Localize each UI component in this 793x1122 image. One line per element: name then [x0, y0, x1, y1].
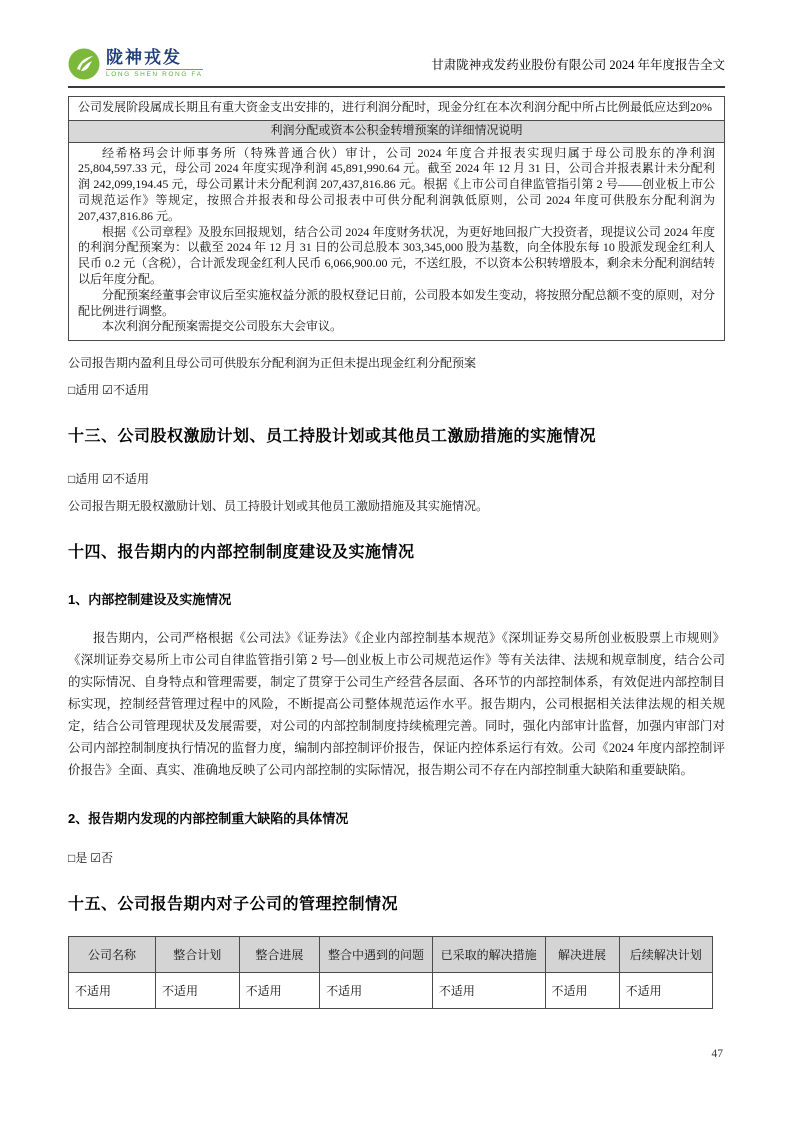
table-cell: 不适用 [155, 973, 239, 1009]
table-cell: 不适用 [619, 973, 712, 1009]
table-cell: 不适用 [69, 973, 156, 1009]
dividend-box-body [69, 143, 724, 341]
brand-name-cn: 陇神戎发 [106, 48, 182, 68]
table-cell: 不适用 [320, 973, 433, 1009]
col-header-solutions-taken: 已采取的解决措施 [432, 937, 545, 973]
dividend-paragraph: 本次利润分配预案需提交公司股东大会审议。 [102, 319, 343, 334]
section-15-heading: 十五、公司报告期内对子公司的管理控制情况 [68, 896, 399, 914]
brand-name-en: LONG SHEN RONG FA [106, 71, 203, 79]
col-header-integration-problems: 整合中遇到的问题 [320, 937, 433, 973]
section-13-note: 公司报告期无股权激励计划、员工持股计划或其他员工激励措施及其实施情况。 [68, 499, 489, 514]
col-header-followup-plan: 后续解决计划 [619, 937, 712, 973]
dividend-paragraph: 分配预案经董事会审议后至实施权益分派的股权登记日前，公司股本如发生变动，将按照分配总额不变的原则，对分配比例进行调整。 [78, 287, 715, 318]
section-14-heading: 十四、报告期内的内部控制制度建设及实施情况 [68, 544, 415, 562]
subsidiary-control-table [68, 936, 713, 1009]
brand-text [106, 49, 203, 79]
dividend-policy-note: 公司发展阶段属成长期且有重大资金支出安排的，进行利润分配时，现金分红在本次利润分配中所占比例最低应达到20% [69, 97, 724, 121]
dividend-paragraph: 根据《公司章程》及股东回报规划，结合公司 2024 年度财务状况，为更好地回报广大投资者，现提议公司 2024 年度的利润分配预案为：以截至 2024 年 12 月 31 日的公司总股本 303,345,000 股为基数，向全体股东每 10 股派发现金红利人民币 0.2 元（含税），合计派发现金红利人民币 6,066,900.00 元，不送红股，不以资本公积转增股本，剩余未分配利润结转以后年度分配。 [78, 224, 715, 286]
no-dividend-condition: 公司报告期内盈利且母公司可供股东分配利润为正但未提出现金红利分配预案 [68, 356, 477, 371]
section-14-sub1-heading: 1、内部控制建设及实施情况 [68, 592, 232, 608]
profit-distribution-box [68, 96, 725, 341]
table-header-row [69, 937, 713, 973]
report-title: 甘肃陇神戎发药业股份有限公司 2024 年年度报告全文 [431, 58, 725, 72]
page-header [68, 48, 725, 88]
col-header-solution-progress: 解决进展 [545, 937, 619, 973]
table-cell: 不适用 [432, 973, 545, 1009]
col-header-integration-progress: 整合进展 [239, 937, 320, 973]
dividend-box-title: 利润分配或资本公积金转增预案的详细情况说明 [69, 121, 724, 143]
internal-control-paragraph: 报告期内，公司严格根据《公司法》《证券法》《企业内部控制基本规范》《深圳证券交易所创业板股票上市规则》《深圳证券交易所上市公司自律监管指引第 2 号—创业板上市公司规范运作》等有关法律、法规和规章制度，结合公司的实际情况、自身特点和管理需要，制定了贯穿于公司生产经营各层面、各环节的内部控制体系，有效促进内部控制目标实现，控制经营管理过程中的风险，不断提高公司整体规范运作水平。报告期内，公司根据相关法律法规的相关规定，结合公司管理现状及发展需要，对公司的内部控制制度持续梳理完善。同时，强化内部审计监督，加强内审部门对公司内部控制制度执行情况的监督力度，编制内部控制评价报告，保证内控体系运行有效。公司《2024 年度内部控制评价报告》全面、真实、准确地反映了公司内部控制的实际情况，报告期公司不存在内部控制重大缺陷和重要缺陷。 [68, 631, 725, 778]
page-number: 47 [711, 1048, 723, 1060]
section-13-applicability-checkboxes: □适用 ☑不适用 [68, 472, 150, 487]
table-cell: 不适用 [545, 973, 619, 1009]
section-14-sub2-applicability-checkboxes: □是 ☑否 [68, 851, 114, 866]
table-row [69, 973, 713, 1009]
company-logo [68, 48, 203, 80]
no-dividend-applicability-checkboxes: □适用 ☑不适用 [68, 383, 150, 398]
section-13-heading: 十三、公司股权激励计划、员工持股计划或其他员工激励措施的实施情况 [68, 428, 597, 446]
dividend-paragraph: 经希格玛会计师事务所（特殊普通合伙）审计，公司 2024 年度合并报表实现归属于母公司股东的净利润 25,804,597.33 元，母公司 2024 年度实现净利润 45,891,990.64 元。截至 2024 年 12 月 31 日，公司合并报表累计未分配利润 242,099,194.45 元，母公司累计未分配利润 207,437,816.86 元。根据《上市公司自律监管指引第 2 号——创业板上市公司规范运作》等规定，按照合并报表和母公司报表中可供分配利润孰低原则，公司 2024 年度可供股东分配利润为 207,437,816.86 元。 [78, 145, 715, 223]
logo-bird-icon [68, 48, 100, 80]
col-header-company-name: 公司名称 [69, 937, 156, 973]
table-cell: 不适用 [239, 973, 320, 1009]
section-14-sub2-heading: 2、报告期内发现的内部控制重大缺陷的具体情况 [68, 811, 349, 827]
col-header-integration-plan: 整合计划 [155, 937, 239, 973]
